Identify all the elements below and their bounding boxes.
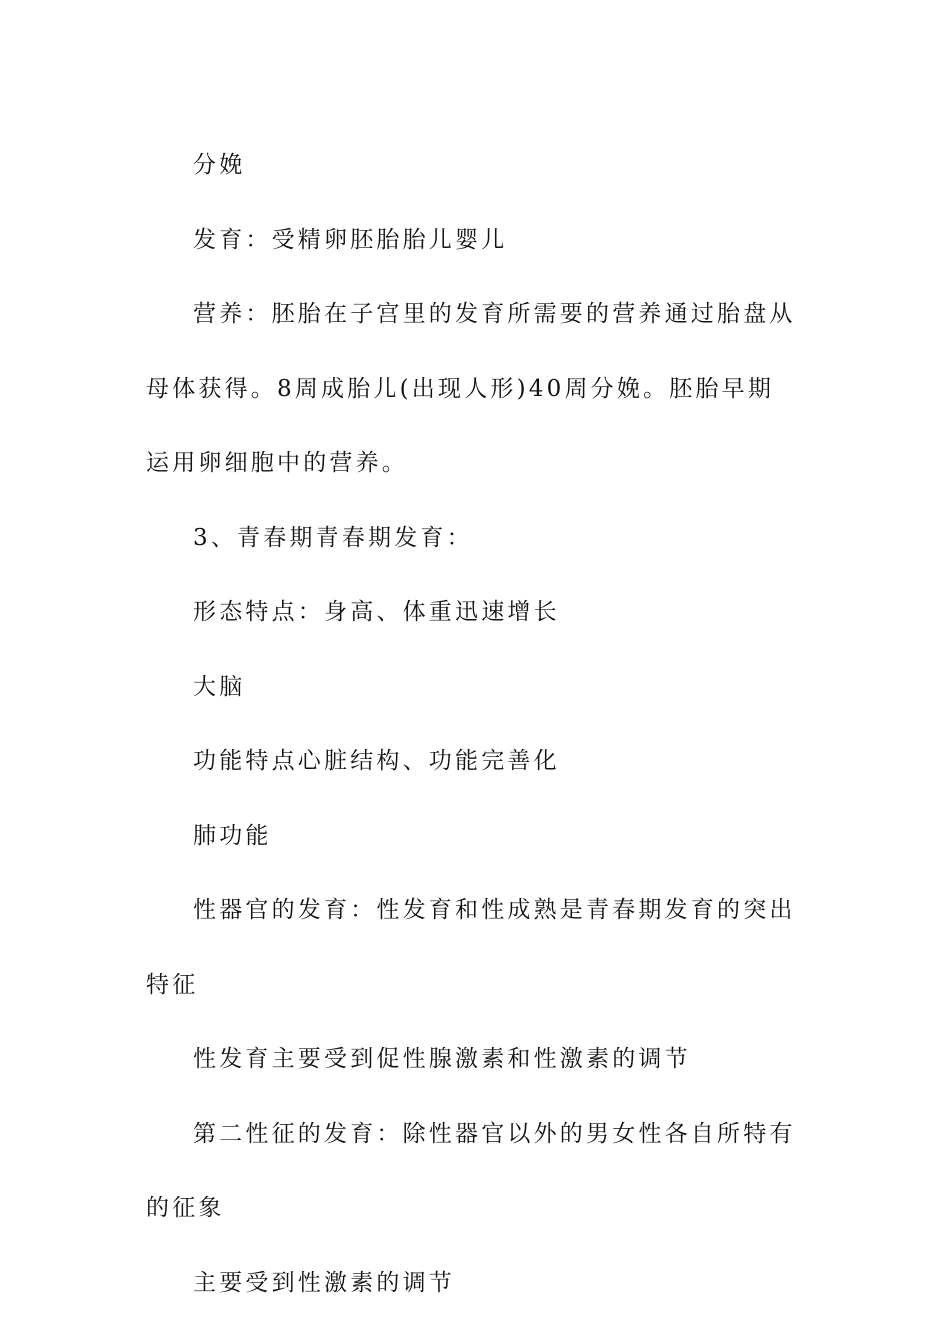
paragraph-secondary-traits: 第二性征的发育：除性器官以外的男女性各自所特有的征象 (146, 1120, 796, 1221)
paragraph-sex-organs: 性器官的发育：性发育和性成熟是青春期发育的突出特征 (146, 897, 796, 998)
paragraph-function-heart: 功能特点心脏结构、功能完善化 (193, 748, 560, 774)
paragraph-morphology: 形态特点：身高、体重迅速增长 (193, 599, 560, 625)
paragraph-sex-hormone: 主要受到性激素的调节 (193, 1269, 455, 1296)
paragraph-lung: 肺功能 (193, 822, 272, 849)
paragraph-nutrition: 营养：胚胎在子宫里的发育所需要的营养通过胎盘从母体获得。8周成胎儿(出现人形)40周分娩。胚胎早期运用卵细胞中的营养。 (146, 301, 796, 476)
paragraph-hormone-regulation: 性发育主要受到促性腺激素和性激素的调节 (193, 1046, 691, 1072)
paragraph-puberty-heading: 3、青春期青春期发育： (193, 524, 473, 551)
paragraph-development: 发育：受精卵胚胎胎儿婴儿 (193, 226, 508, 253)
paragraph-brain: 大脑 (193, 673, 246, 700)
document-body (146, 128, 796, 1320)
paragraph-childbirth: 分娩 (193, 152, 246, 178)
